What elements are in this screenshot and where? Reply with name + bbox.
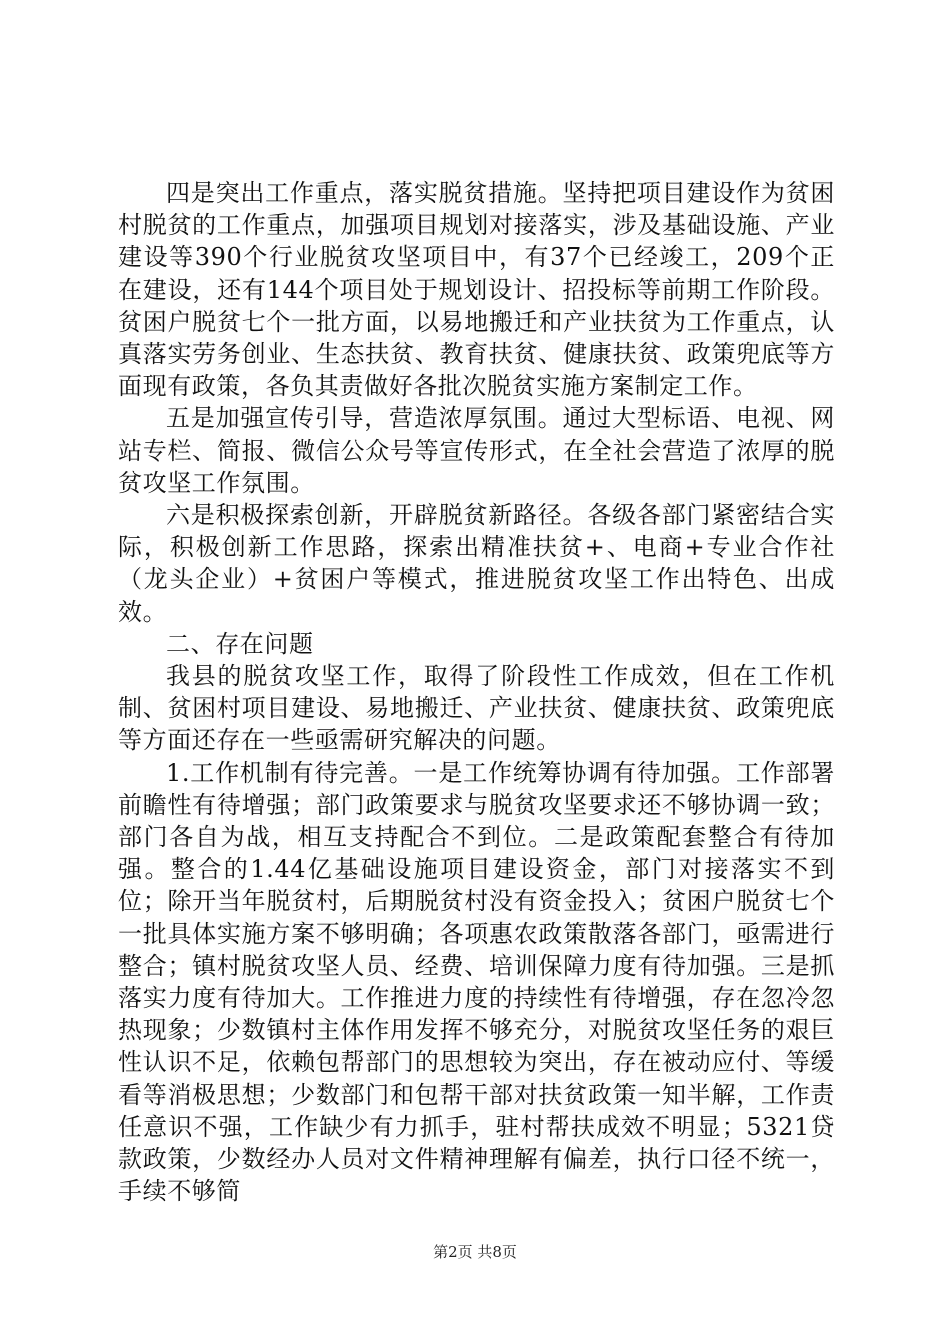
paragraph-measures: 四是突出工作重点，落实脱贫措施。坚持把项目建设作为贫困村脱贫的工作重点，加强项目规划对接落实，涉及基础设施、产业建设等390个行业脱贫攻坚项目中，有37个已经竣工，209个正在建设，还有144个项目处于规划设计、招投标等前期工作阶段。贫困户脱贫七个一批方面，以易地搬迁和产业扶贫为工作重点，认真落实劳务创业、生态扶贫、教育扶贫、健康扶贫、政策兜底等方面现有政策，各负其责做好各批次脱贫实施方案制定工作。 xyxy=(118,179,835,401)
document-body xyxy=(118,177,835,1208)
page-number-footer: 第2页 共8页 xyxy=(433,1243,517,1261)
paragraph-publicity: 五是加强宣传引导，营造浓厚氛围。通过大型标语、电视、网站专栏、简报、微信公众号等宣传形式，在全社会营造了浓厚的脱贫攻坚工作氛围。 xyxy=(118,404,835,497)
paragraph-mechanism: 1.工作机制有待完善。一是工作统筹协调有待加强。工作部署前瞻性有待增强；部门政策要求与脱贫攻坚要求还不够协调一致；部门各自为战，相互支持配合不到位。二是政策配套整合有待加强。整合的1.44亿基础设施项目建设资金，部门对接落实不到位；除开当年脱贫村，后期脱贫村没有资金投入；贫困户脱贫七个一批具体实施方案不够明确；各项惠农政策散落各部门，亟需进行整合；镇村脱贫攻坚人员、经费、培训保障力度有待加强。三是抓落实力度有待加大。工作推进力度的持续性有待增强，存在忽冷忽热现象；少数镇村主体作用发挥不够充分，对脱贫攻坚任务的艰巨性认识不足，依赖包帮部门的思想较为突出，存在被动应付、等缓看等消极思想；少数部门和包帮干部对扶贫政策一知半解，工作责任意识不强，工作缺少有力抓手，驻村帮扶成效不明显；5321贷款政策，少数经办人员对文件精神理解有偏差，执行口径不统一，手续不够简 xyxy=(118,758,835,1206)
section-heading-problems: 二、存在问题 xyxy=(166,629,314,658)
paragraph-innovation: 六是积极探索创新，开辟脱贫新路径。各级各部门紧密结合实际，积极创新工作思路，探索出精准扶贫+、电商+专业合作社（龙头企业）+贫困户等模式，推进脱贫攻坚工作出特色、出成效。 xyxy=(118,501,835,626)
paragraph-problems-intro: 我县的脱贫攻坚工作，取得了阶段性工作成效，但在工作机制、贫困村项目建设、易地搬迁、产业扶贫、健康扶贫、政策兜底等方面还存在一些亟需研究解决的问题。 xyxy=(118,662,835,755)
